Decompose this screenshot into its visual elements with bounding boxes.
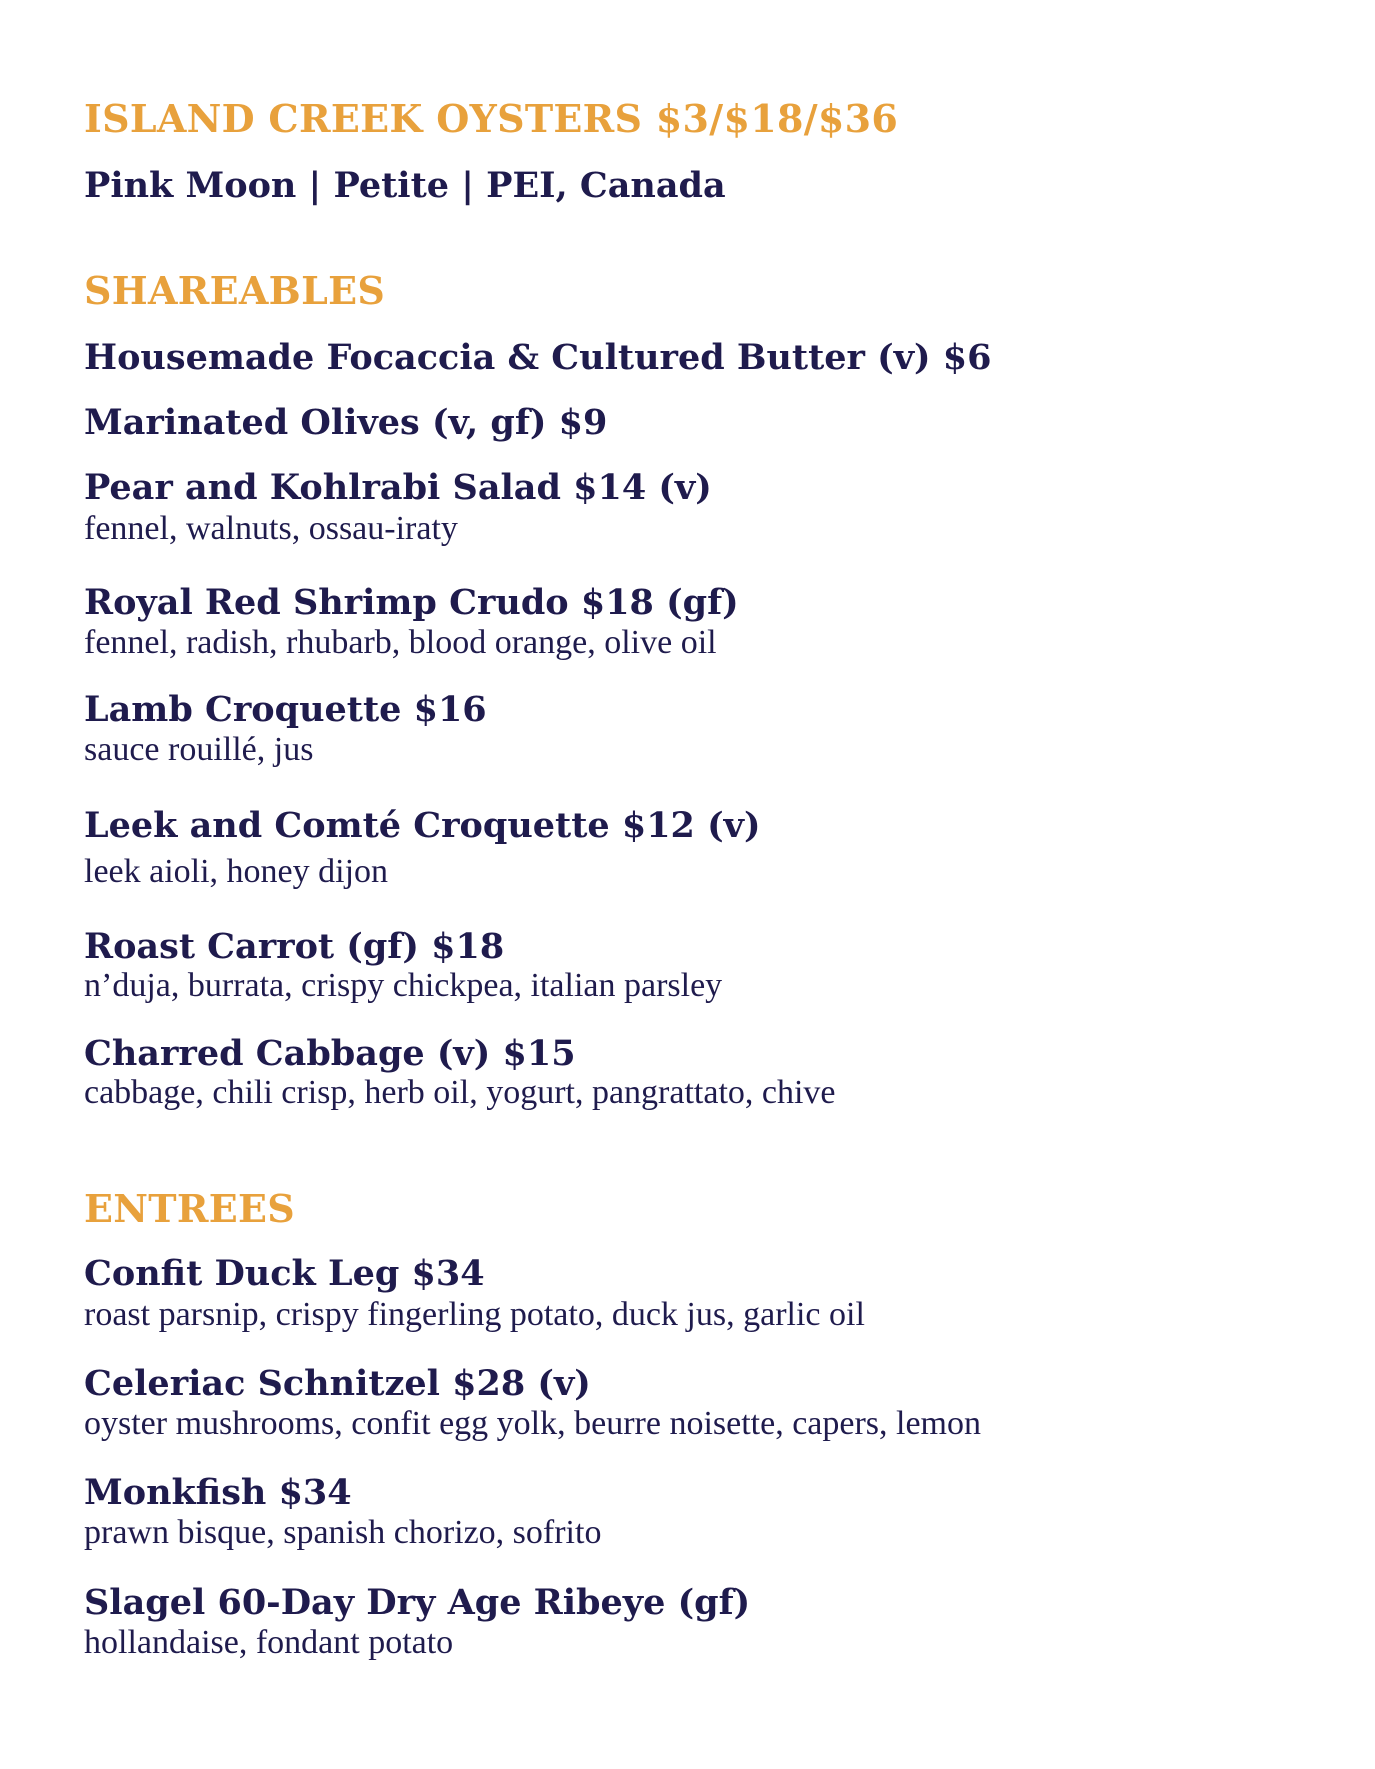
shareables-heading: SHAREABLES: [84, 268, 386, 313]
entree-item-name: Celeriac Schnitzel $28 (v): [84, 1363, 591, 1404]
shareable-item-name: Roast Carrot (gf) $18: [84, 926, 505, 967]
shareable-item-name: Housemade Focaccia & Cultured Butter (v) $6: [84, 337, 992, 378]
shareable-item-desc: leek aioli, honey dijon: [84, 853, 389, 890]
shareable-item-desc: fennel, walnuts, ossau-iraty: [84, 510, 458, 547]
shareable-item-name: Royal Red Shrimp Crudo $18 (gf): [84, 582, 739, 623]
shareable-item-name: Charred Cabbage (v) $15: [84, 1033, 576, 1074]
entree-item-desc: prawn bisque, spanish chorizo, sofrito: [84, 1514, 602, 1551]
entree-item-desc: hollandaise, fondant potato: [84, 1624, 454, 1661]
entree-item-name: Confit Duck Leg $34: [84, 1253, 485, 1294]
entree-item-name: Slagel 60-Day Dry Age Ribeye (gf): [84, 1582, 751, 1623]
shareable-item-name: Marinated Olives (v, gf) $9: [84, 402, 608, 443]
shareable-item-desc: cabbage, chili crisp, herb oil, yogurt, pangrattato, chive: [84, 1074, 836, 1111]
entree-item-name: Monkfish $34: [84, 1472, 352, 1513]
entrees-heading: ENTREES: [84, 1186, 296, 1231]
shareable-item-name: Lamb Croquette $16: [84, 689, 487, 730]
entree-item-desc: oyster mushrooms, confit egg yolk, beurre noisette, capers, lemon: [84, 1405, 981, 1442]
oysters-heading: ISLAND CREEK OYSTERS $3/$18/$36: [84, 96, 899, 141]
shareable-item-desc: n’duja, burrata, crispy chickpea, italian parsley: [84, 967, 723, 1004]
entree-item-desc: roast parsnip, crispy fingerling potato, duck jus, garlic oil: [84, 1296, 865, 1333]
shareable-item-desc: fennel, radish, rhubarb, blood orange, olive oil: [84, 624, 717, 661]
oysters-variety: Pink Moon | Petite | PEI, Canada: [84, 165, 726, 206]
shareable-item-desc: sauce rouillé, jus: [84, 731, 314, 768]
shareable-item-name: Leek and Comté Croquette $12 (v): [84, 805, 761, 846]
shareable-item-name: Pear and Kohlrabi Salad $14 (v): [84, 467, 712, 508]
